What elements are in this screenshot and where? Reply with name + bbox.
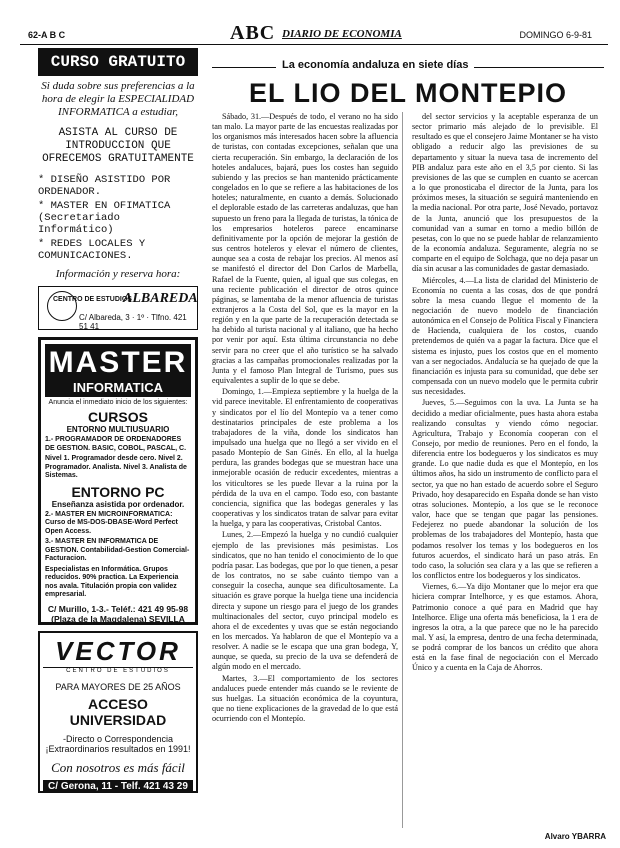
article-paragraph: Domingo, 1.—Empieza septiembre y la huelga de la vid parece inevitable. El enfrentamiento de cooperativas y sindicatos por el lío del Montepío va a tener como destinatarios principales de este problema a los trabajadores de la viña, donde los sindicatos han impulsado una huelga que no llegó a ser vivido en el pasado Montepío de San Ginés. En ello, al la huelga perdura, las grandes bodegas que se muestran hace una inmejorable ocasión de reducir excedentes, mientras a los viticultores se les puede llevar a la ruina por la pérdida de la uva en el campo. Todo eso, con bastante conciencia, significa que las bodegas generales y las cooperativas y los sindicatos tratan de salvar para evitar la huelga, y para las cooperativas, Cristobal Cantos.: [212, 387, 398, 529]
ads-column: [38, 48, 198, 793]
section-title: [212, 60, 604, 74]
ad-brand: ALBAREDA: [123, 291, 198, 306]
ad-address: C/ Murillo, 1-3.- Teléf.: 421 49 95-98 (Plaza de la Magdalena) SEVILLA: [47, 603, 189, 624]
article-paragraph: Jueves, 5.—Seguimos con la uva. La Junta se ha decidido a mediar oficialmente, pues hasta ahora estaba realizando consultas y viendo cómo negociar. Agricultura, Trabajo y Economía cooperan con el Consejo, por medio de reuniones. Pero en el fondo, la diferencia entre los bodegueros y los sindicatos es muy grande. Lo que nadie duda es que el Montepío, en los últimos años, ha sido un instrumento de conflicto para el sector, ya que no han estado de acuerdo sobre el Seguro Privado, hoy desaparecido en España donde se han visto otras soluciones. Montepío, a los que se le reconoce valor, hace que se tengan que pagar las pensiones. Fedejerez no puede abandonar la solución de los problemas de los trabajadores del Montepío, hasta que podamos resolver los temas y los bodegueros en los futuros acuerdos, el sindicato hará un paso atrás. En todo caso, la solución sea clara y a las que se refieren a los conflictos entre los bodegueros y los sindicatos.: [412, 398, 598, 581]
ad-lines: -Directo o Correspondencia ¡Extraordinarios resultados en 1991!: [45, 734, 191, 754]
ad-master-informatica: [38, 337, 198, 625]
logo-small-text: CENTRO DE ESTUDIOS: [53, 296, 132, 303]
ad-brand: VECTOR: [43, 636, 193, 668]
ad-subtitle: INFORMATICA: [45, 380, 191, 397]
issue-date: DOMINGO 6-9-81: [519, 30, 592, 40]
supplement-title: DIARIO DE ECONOMIA: [282, 28, 402, 40]
ad-age: PARA MAYORES DE 25 AÑOS: [55, 682, 181, 692]
ad-title: CURSO GRATUITO: [38, 48, 198, 76]
article-headline: EL LIO DEL MONTEPIO: [248, 78, 568, 108]
ad-subheading: Enseñanza asistida por ordenador.: [51, 499, 185, 509]
ad-paragraph: 2.- MASTER EN MICROINFORMATICA: Curso de MS-DOS-DBASE-Word Perfect Open Access.: [45, 510, 178, 535]
ad-call: ASISTA AL CURSO DE INTRODUCCION QUE OFRECEMOS GRATUITAMENTE: [42, 127, 194, 165]
ad-tagline: Anuncia el inmediato inicio de los siguientes:: [48, 399, 188, 406]
list-item: * DISEÑO ASISTIDO POR ORDENADOR.: [38, 174, 171, 198]
ad-heading: CURSOS: [88, 409, 148, 425]
list-item: * MASTER EN OFIMATICA (Secretariado Informático): [38, 200, 171, 236]
article-paragraph: Sábado, 31.—Después de todo, el verano no ha sido tan malo. La mayor parte de las encuestas realizadas por los organismos más interesados hacen sobre la afluencia de turistas, con contadas excepciones, señalan que una cierta recuperación. Sin embargo, la declaración de los hoteles andaluces, bajará, pues los costes han seguido subiendo y las precios se han mantenido prácticamente congelados en lo que se refiere a las habitaciones de los hoteles; naturalmente, en cuanto a demás. Solucionado el deplorable estado de las carreteras andaluzas, que han supuesto un freno para la llegada de turistas, la tónica de los empresarios hoteleros parece encaminarse definitivamente por la opción de mejorar la gestión de sus centros hoteleros y elevar el número de clientes, aunque sea a costa de rebajar los precios. Al menos así se manifestó el director del Don Carlos de Marbella, Rafael de la Fuente, quien, al igual que sus colegas, en una reciente publicación el director de otros quince páginas, se lamentaba de la menor afluencia de turistas extranjeros a la Costa del Sol, que es la mayor en la región y en la que parte de la recuperación detectada se ha debido al turista nacional y al italiano, que ha hecho por venir por aquí. Esta última circunstancia no debe servir para no creer que el año turístico se ha salvado gracias a las campañas promocionales realizadas por la Junta y el famoso Plan Integral de Turismo, pues sus equivalentes a suplir de lo que se debe.: [212, 112, 398, 386]
albareda-logo: [38, 286, 198, 330]
ad-subbrand: CENTRO DE ESTUDIOS: [66, 668, 170, 674]
article-column-2: [412, 112, 598, 828]
ad-title: MASTER: [45, 344, 191, 380]
article-body: [212, 112, 604, 828]
ad-paragraph: Especialistas en Informática. Grupos reducidos. 90% practica. La Experiencia nos avala. Titulación propia con validez empresarial.: [45, 565, 179, 598]
article-paragraph: Martes, 3.—El comportamiento de los sectores andaluces puede entender más cuando se le reviente de sus huelgas. La situación económica de la coyuntura, que no tiene explicaciones de la gravedad de lo que está ocurriendo con el Montepío.: [212, 673, 398, 724]
ad-course-list: [38, 174, 198, 262]
column-divider: [402, 112, 403, 828]
ad-paragraph: Nivel 1. Programador desde cero. Nivel 2. Programador. Analista. Nivel 3. Analista de Sistemas.: [45, 455, 187, 479]
masthead: ABC: [230, 22, 276, 44]
list-item: * REDES LOCALES Y COMUNICACIONES.: [38, 238, 146, 262]
article-paragraph: Viernes, 6.—Ya dijo Montaner que lo mejor era que hiciera comprar Intelhorce, y es que estamos. Ahora, Patrimonio conoce a qué para en Madrid que hay Intelhorce. Elige una oferta más beneficiosa, la 1 era de ingresos la otra, a la que parece que no le ha parecido mal. Y así, la empresa, dentro de una fecha determinada, se podrá comprar de los bancos un crédito que ahora está en la fase final de negociación con el Mercado Único y a cuenta en la Caja de Ahorros.: [412, 582, 598, 673]
ad-intro: Si duda sobre sus preferencias a la hora de elegir la ESPECIALIDAD INFORMATICA a estudiar,: [41, 80, 195, 118]
article-paragraph: del sector servicios y la aceptable esperanza de un sector primario más alejado de lo previsible. El resultado es que el consejero Jaime Montaner se ha visto obligado a reducir algo las previsiones de su departamento y situar la nueva tasa de incremento del PIB andaluz para este año en el 3,5 por ciento. Si las previsiones de las que se cumplen en cuanto se acercan a lo que pronosticaba el director de la Junta, para los próximos meses, la situación se seguirá manteniendo en la media nacional. Por otra parte, José Nevado, portavoz de la Junta, anunció que los presupuestos de la comunidad van a sumar en torno a medio billón de pesetas, con lo que no se puede hablar de relanzamiento de la economía andaluza. Seguramente, alegría no se comparte en el equipo de Solchaga, que no deja pasar un día sin acusar a las comunidades de gastar demasiado.: [412, 112, 598, 274]
ad-paragraph: 1.- PROGRAMADOR DE ORDENADORES DE GESTION. BASIC, COBOL, PASCAL, C.: [45, 436, 187, 452]
ad-subheading: ENTORNO MULTIUSUARIO: [66, 425, 170, 434]
article-paragraph: Lunes, 2.—Empezó la huelga y no cundió cualquier ejemplo de las previsiones más pesimistas. Los sindicatos, que no han tenido el conocimiento de lo que podría pasar. Las bodegas, que por lo que tienen, a pesar de los contratos, no se sabe cuánto tiempo van a conseguir la cosecha, aunque sea dificultosamente. La situación es grave porque la huelga tiene una incidencia directa y supone un riesgo para el juego de los grandes multinacionales del sector, cuyo principal modelo es ahora el de excedentes y uvas que se están negociando en los mercados. Ya hablaron de que el Montepío va a resolver. A nadie se le escapa que una gran bodega, Y, aunque, se queda, su precio de la uva se defenderá de algún modo en el mercado.: [212, 530, 398, 672]
article-paragraph: Miércoles, 4.—La lista de claridad del Ministerio de Economía no cuenta a las cosas, dos de que pondrá sobre la mesa cuando llegue el momento de la negociación de nuevo modelo de financiación autonómica en el Consejo de Política Fiscal y Financiera de Hacienda, cualquiera de los costos, cuando pretendemos de quién va a pagar la factura. Dice que el sistema es injusto, pues los costos que en el momento van a ser negociados. Andalucía se ha quejado de que la financiación es injusta para su comunidad, que debe ser compensada con un nuevo modelo que le permita cubrir sus necesidades.: [412, 275, 598, 397]
section-label: La economía andaluza en siete días: [276, 59, 474, 71]
page-header: [20, 22, 608, 45]
ad-address: C/ Albareda, 3 · 1º · Tlfno. 421 51 41: [79, 313, 187, 331]
ad-cta: Información y reserva hora:: [55, 268, 181, 280]
article-byline: Alvaro YBARRA: [544, 832, 606, 841]
article-column-1: [212, 112, 398, 828]
ad-paragraph: 3.- MASTER EN INFORMATICA DE GESTION. Contabilidad-Gestion Comercial-Facturacion.: [45, 538, 190, 562]
ad-address: C/ Gerona, 11 - Telf. 421 43 29: [43, 780, 193, 793]
ad-curso-gratuito: [38, 48, 198, 331]
ad-heading: ENTORNO PC: [71, 483, 165, 500]
ad-title: ACCESO UNIVERSIDAD: [69, 696, 167, 728]
page-number: 62-A B C: [28, 30, 66, 40]
ad-vector: [38, 631, 198, 793]
ad-slogan: Con nosotros es más fácil: [51, 760, 185, 775]
